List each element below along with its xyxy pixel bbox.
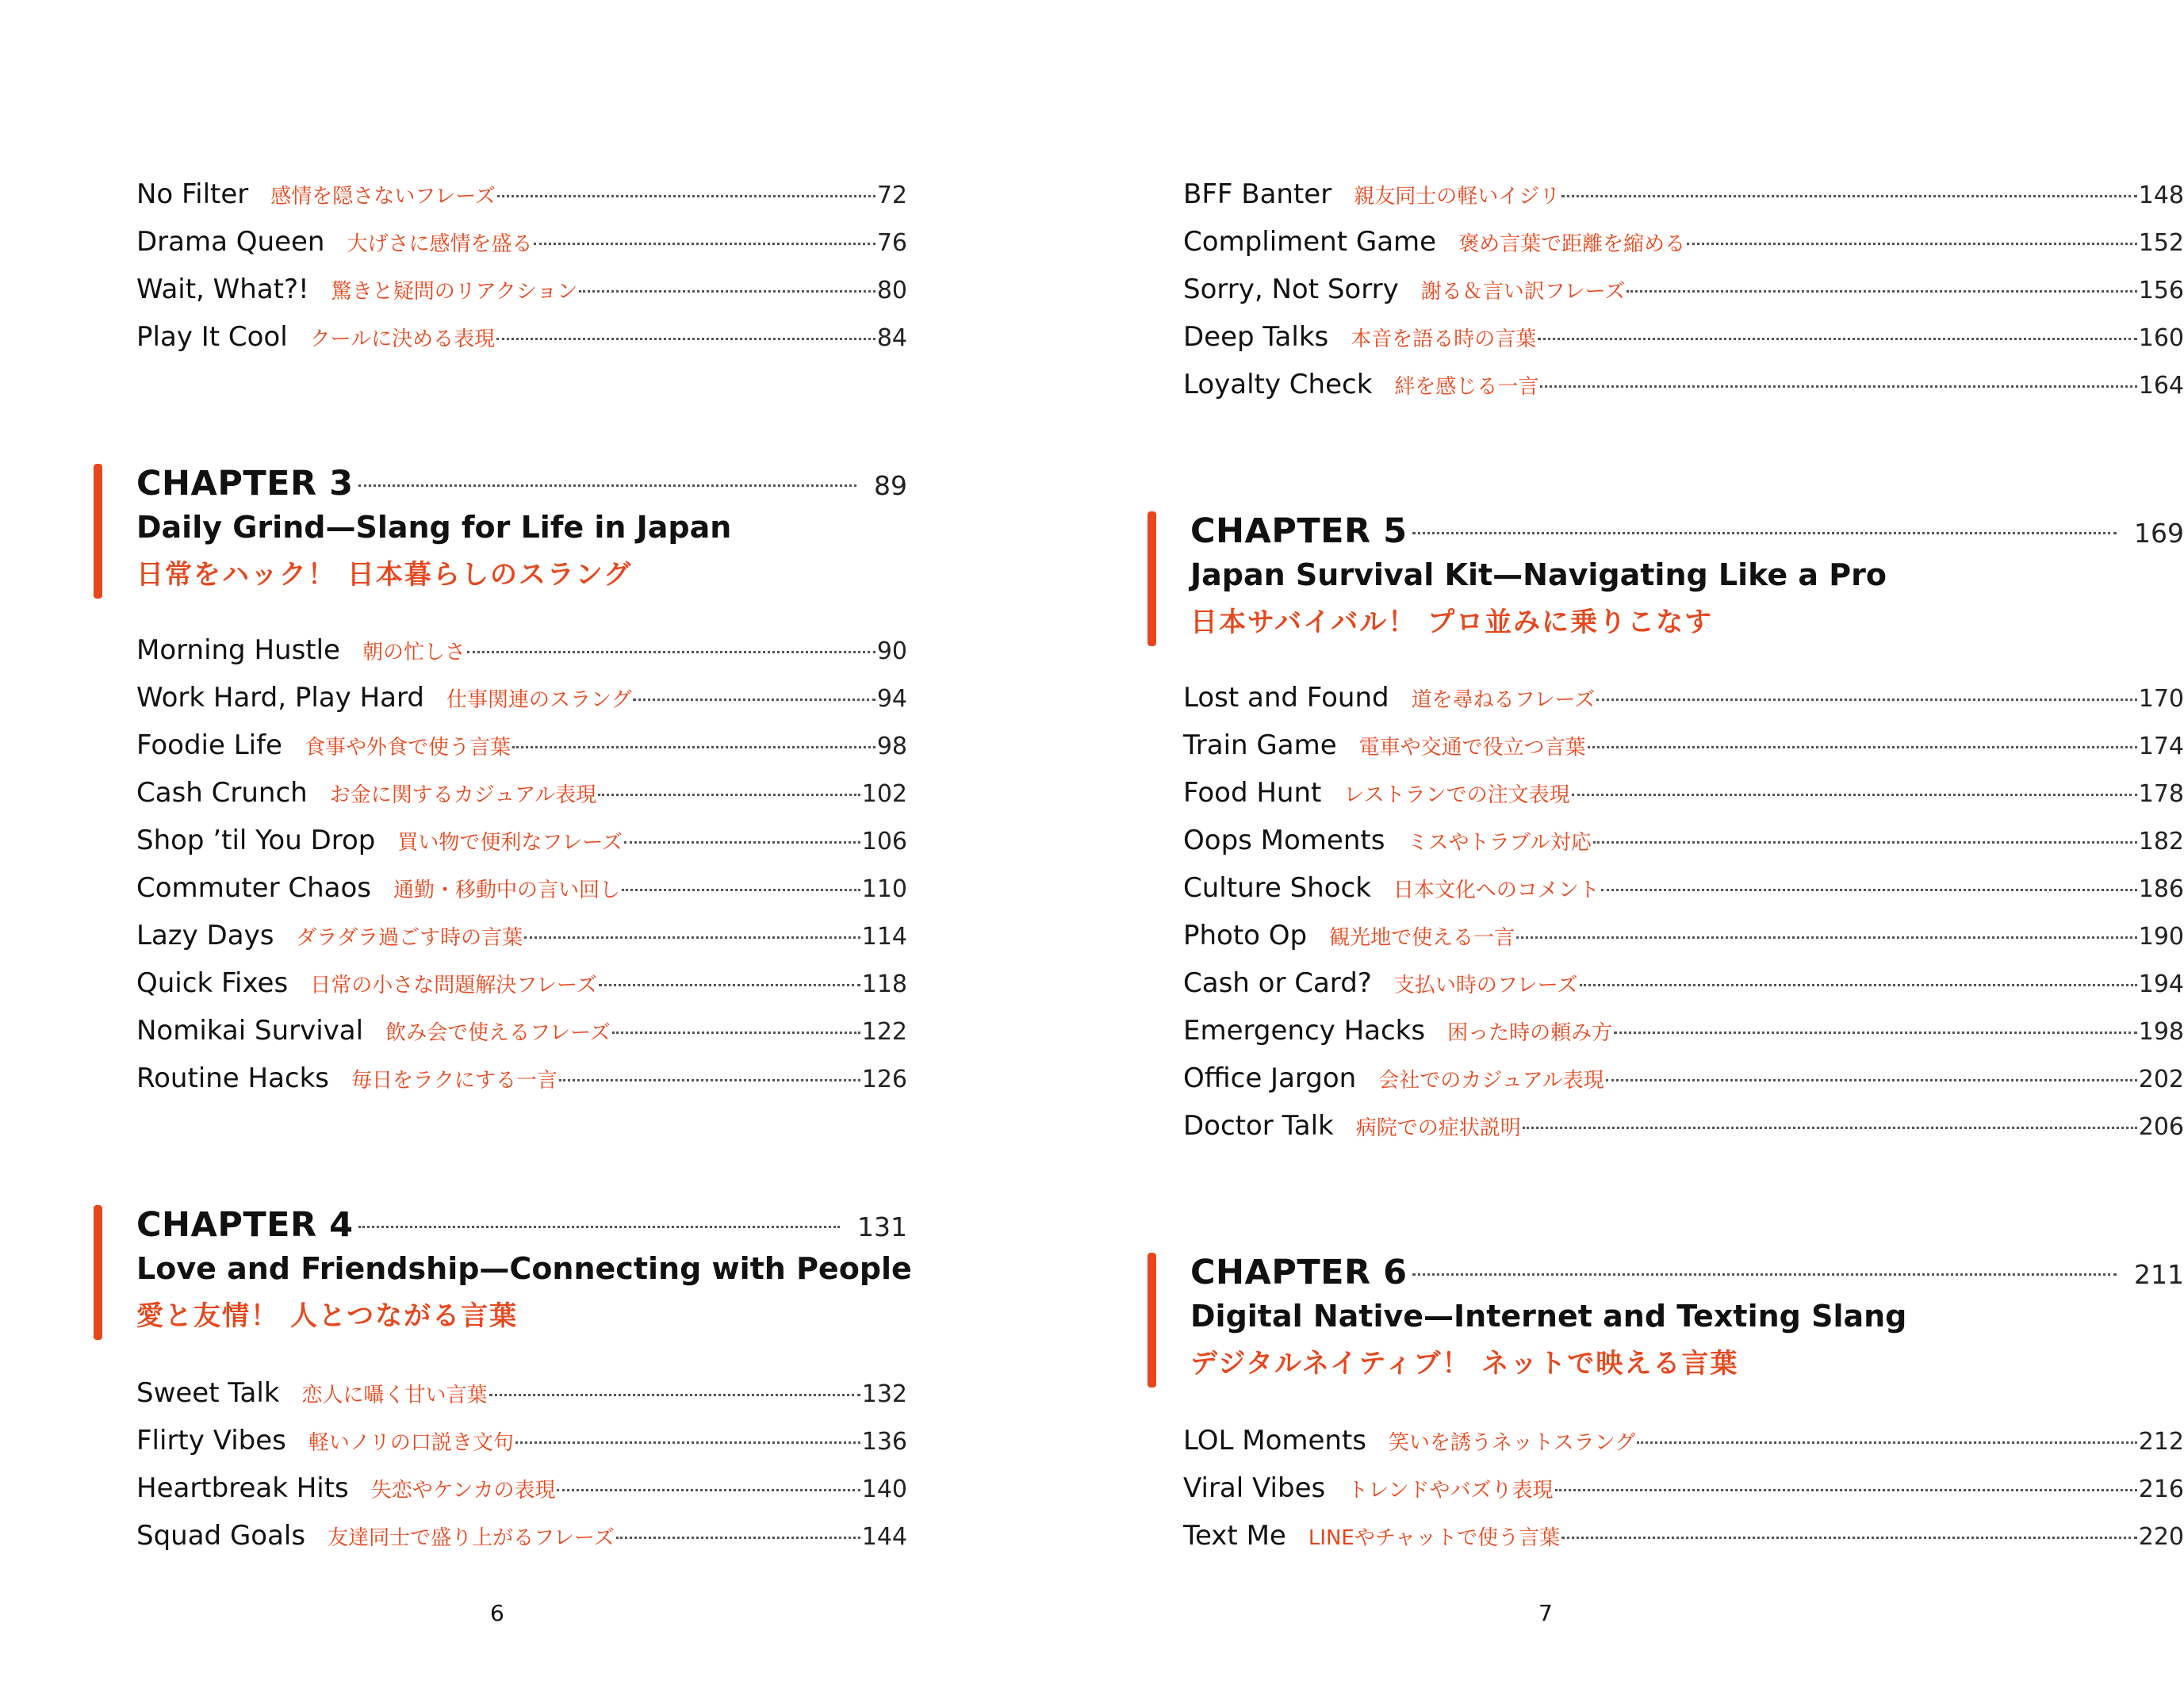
entry-jp-subtitle: 道を尋ねるフレーズ [1411,688,1596,712]
entry-jp-subtitle: レストランでの注文表現 [1343,783,1570,807]
entry-title: Cash or Card? [1183,967,1372,999]
dot-leader [1637,1441,2136,1444]
toc-entry[interactable] [1183,920,2184,959]
toc-entry[interactable] [136,178,907,218]
entry-title: Work Hard, Play Hard [136,682,424,714]
entry-page-number: 98 [876,733,907,760]
entry-title: Commuter Chaos [136,872,372,904]
chapter-title: Love and Friendship—Connecting with People [136,1251,912,1286]
entry-page-number: 110 [861,875,907,903]
entry-page-number: 102 [861,780,907,808]
dot-leader [622,889,860,891]
entry-page-number: 198 [2138,1018,2184,1046]
left-page [0,0,1015,1688]
chapter-label: CHAPTER 3 [136,464,354,503]
dot-leader [1523,1127,2137,1129]
toc-entry[interactable] [136,777,907,817]
toc-entry[interactable] [1183,1472,2184,1512]
entry-title: Quick Fixes [136,967,289,999]
entry-title: Morning Hustle [136,634,340,666]
entry-jp-subtitle: 朝の忙しさ [362,641,466,664]
entry-title: Viral Vibes [1183,1472,1326,1504]
dot-leader [496,338,876,340]
toc-entry[interactable] [136,682,907,722]
entry-title: Wait, What?! [136,274,309,305]
entry-title: Lost and Found [1183,682,1389,714]
entry-jp-subtitle: 食事や外食で使う言葉 [304,736,511,760]
dot-leader [524,936,860,939]
entry-page-number: 76 [876,229,907,257]
toc-entry[interactable] [136,729,907,769]
entry-jp-subtitle: 仕事関連のスラング [446,688,632,712]
dot-leader [1561,195,2137,197]
dot-leader [534,243,875,245]
entry-jp-subtitle: 会社でのカジュアル表現 [1378,1069,1604,1093]
entry-jp-subtitle: 通勤・移動中の言い回し [393,878,621,902]
entry-jp-subtitle: 支払い時のフレーズ [1393,974,1578,997]
entry-page-number: 220 [2138,1523,2184,1551]
entry-title: Deep Talks [1183,321,1329,353]
entry-title: Play It Cool [136,321,288,353]
dot-leader [1561,1537,2137,1539]
entry-title: Shop ’til You Drop [136,825,376,856]
entry-page-number: 122 [861,1018,907,1046]
toc-entry[interactable] [136,825,907,864]
entry-jp-subtitle: 困った時の頼み方 [1447,1021,1613,1045]
entry-page-number: 106 [861,828,907,855]
dot-leader [467,651,876,653]
entry-title: Sorry, Not Sorry [1183,274,1399,305]
entry-jp-subtitle: 驚きと疑問のリアクション [331,280,578,304]
dot-leader [1516,936,2137,939]
dot-leader [1572,794,2137,796]
entry-jp-subtitle: 恋人に囁く甘い言葉 [301,1384,488,1407]
entry-page-number: 212 [2138,1428,2184,1456]
dot-leader [616,1537,860,1539]
entry-page-number: 216 [2138,1476,2184,1503]
toc-entry[interactable] [136,1520,907,1560]
toc-entry[interactable] [136,872,907,912]
dot-leader [1580,984,2137,986]
entry-jp-subtitle: 日常の小さな問題解決フレーズ [310,974,597,997]
entry-page-number: 186 [2138,875,2184,903]
entry-jp-subtitle: 軽いノリの口説き文句 [308,1431,514,1455]
dot-leader [1606,1079,2137,1081]
chapter-label: CHAPTER 6 [1190,1253,1408,1292]
entry-page-number: 174 [2138,733,2184,760]
entry-title: Flirty Vibes [136,1425,286,1456]
entry-title: Text Me [1183,1520,1286,1552]
toc-entry[interactable] [1183,1520,2184,1560]
chapter-title: Japan Survival Kit—Navigating Like a Pro [1190,557,1887,592]
entry-jp-subtitle: 毎日をラクにする一言 [351,1069,558,1093]
dot-leader [358,1226,840,1228]
entry-jp-subtitle: 褒め言葉で距離を縮める [1458,232,1686,256]
entry-page-number: 132 [861,1380,907,1408]
dot-leader [1540,385,2136,388]
entry-page-number: 182 [2138,828,2184,855]
dot-leader [497,195,876,197]
chapter-title: Digital Native—Internet and Texting Slang [1190,1299,1907,1334]
dot-leader [1593,841,2137,844]
entry-title: Oops Moments [1183,825,1385,856]
entry-jp-subtitle: 親友同士の軽いイジリ [1354,185,1561,209]
chapter-jp-title: 日常をハック！ 日本暮らしのスラング [136,559,633,591]
entry-title: Foodie Life [136,729,282,761]
dot-leader [1538,338,2136,340]
toc-entry[interactable] [1183,967,2184,1007]
entry-page-number: 80 [876,277,907,304]
toc-entry[interactable] [136,967,907,1007]
entry-page-number: 72 [876,182,907,209]
entry-title: Heartbreak Hits [136,1472,349,1504]
entry-jp-subtitle: 日本文化へのコメント [1393,878,1600,902]
entry-title: Drama Queen [136,226,325,258]
toc-entry[interactable] [1183,369,2184,408]
toc-entry[interactable] [1183,321,2184,361]
entry-title: Food Hunt [1183,777,1322,809]
chapter-accent-bar [94,1205,102,1340]
toc-entry[interactable] [136,1377,907,1417]
entry-page-number: 136 [861,1428,907,1456]
chapter-label: CHAPTER 5 [1190,511,1408,551]
dot-leader [1601,889,2137,891]
dot-leader [624,841,860,844]
toc-entry[interactable] [1183,1110,2184,1150]
entry-jp-subtitle: 失恋やケンカの表現 [370,1479,556,1502]
dot-leader [1596,699,2136,701]
dot-leader [1412,1273,2117,1276]
toc-entry[interactable] [136,274,907,313]
entry-jp-subtitle: ミスやトラブル対応 [1407,831,1592,855]
toc-entry[interactable] [1183,682,2184,722]
chapter-accent-bar [1148,1253,1156,1388]
entry-jp-subtitle: 絆を感じる一言 [1394,375,1539,399]
entry-title: Nomikai Survival [136,1015,364,1047]
toc-entry[interactable] [1183,729,2184,769]
entry-title: BFF Banter [1183,178,1332,210]
page-number: 7 [1538,1600,1553,1626]
dot-leader [1412,532,2117,534]
toc-entry[interactable] [1183,825,2184,864]
entry-page-number: 148 [2138,182,2184,209]
entry-jp-subtitle: 大げさに感情を盛る [347,232,533,256]
dot-leader [557,1489,860,1491]
entry-title: Compliment Game [1183,226,1437,258]
entry-title: Lazy Days [136,920,274,951]
entry-jp-subtitle: 謝る＆言い訳フレーズ [1420,280,1626,304]
dot-leader [599,984,860,986]
toc-entry[interactable] [136,920,907,959]
entry-jp-subtitle: ダラダラ過ごす時の言葉 [296,926,523,950]
entry-jp-subtitle: 笑いを誘うネットスラング [1389,1431,1636,1455]
dot-leader [579,290,875,293]
entry-jp-subtitle: 病院での症状説明 [1355,1116,1521,1140]
chapter-page-number: 131 [857,1211,907,1242]
dot-leader [633,699,875,701]
entry-page-number: 160 [2138,324,2184,352]
entry-title: No Filter [136,178,249,210]
entry-page-number: 144 [861,1523,907,1551]
toc-entry[interactable] [1183,226,2184,266]
toc-entry[interactable] [136,321,907,361]
entry-jp-subtitle: 飲み会で使えるフレーズ [385,1021,611,1045]
toc-entry[interactable] [136,226,907,266]
toc-entry[interactable] [1183,777,2184,817]
entry-page-number: 140 [861,1476,907,1503]
dot-leader [559,1079,860,1081]
entry-title: Doctor Talk [1183,1110,1334,1142]
entry-jp-subtitle: 友達同士で盛り上がるフレーズ [328,1526,615,1550]
entry-jp-subtitle: 電車や交通で役立つ言葉 [1358,736,1586,760]
entry-page-number: 206 [2138,1113,2184,1141]
toc-entry[interactable] [1183,274,2184,313]
dot-leader [489,1394,860,1396]
entry-title: Emergency Hacks [1183,1015,1426,1047]
entry-jp-subtitle: 本音を語る時の言葉 [1351,327,1537,351]
chapter-jp-title: 日本サバイバル！ プロ並みに乗りこなす [1190,607,1714,638]
dot-leader [1627,290,2136,293]
entry-page-number: 126 [861,1066,907,1093]
toc-entry[interactable] [136,1062,907,1102]
entry-title: Loyalty Check [1183,369,1373,400]
entry-page-number: 152 [2138,229,2184,257]
entry-page-number: 94 [876,685,907,713]
entry-page-number: 84 [876,324,907,352]
chapter-page-number: 211 [2134,1259,2184,1290]
entry-title: Sweet Talk [136,1377,280,1409]
entry-page-number: 90 [876,637,907,665]
chapter-jp-title: デジタルネイティブ！ ネットで映える言葉 [1190,1348,1739,1380]
entry-title: Routine Hacks [136,1062,329,1094]
entry-page-number: 178 [2138,780,2184,808]
toc-entry[interactable] [136,1015,907,1055]
toc-entry[interactable] [1183,1015,2184,1055]
toc-entry[interactable] [1183,1062,2184,1102]
dot-leader [512,746,876,748]
right-page [1015,0,2184,1688]
dot-leader [358,484,856,487]
entry-jp-subtitle: 観光地で使える一言 [1329,926,1515,950]
dot-leader [1555,1489,2137,1491]
chapter-jp-title: 愛と友情！ 人とつながる言葉 [136,1300,519,1332]
entry-title: Train Game [1183,729,1337,761]
dot-leader [1687,243,2137,245]
chapter-accent-bar [94,464,102,599]
chapter-title: Daily Grind—Slang for Life in Japan [136,510,732,545]
toc-entry[interactable] [1183,178,2184,218]
entry-title: Squad Goals [136,1520,306,1552]
entry-page-number: 114 [861,923,907,951]
entry-title: Photo Op [1183,920,1308,951]
dot-leader [598,794,860,796]
entry-page-number: 194 [2138,970,2184,998]
entry-jp-subtitle: クールに決める表現 [309,327,496,351]
chapter-accent-bar [1148,511,1156,646]
entry-jp-subtitle: トレンドやバズり表現 [1347,1479,1554,1502]
dot-leader [1588,746,2137,748]
toc-entry[interactable] [136,1425,907,1464]
entry-title: Culture Shock [1183,872,1371,904]
dot-leader [1614,1032,2137,1034]
entry-page-number: 164 [2138,372,2184,400]
entry-title: LOL Moments [1183,1425,1367,1456]
entry-title: Office Jargon [1183,1062,1357,1094]
toc-entry[interactable] [1183,872,2184,912]
entry-page-number: 170 [2138,685,2184,713]
entry-jp-subtitle: LINEやチャットで使う言葉 [1308,1526,1561,1550]
dot-leader [612,1032,860,1034]
toc-entry[interactable] [136,1472,907,1512]
entry-page-number: 202 [2138,1066,2184,1093]
entry-page-number: 156 [2138,277,2184,304]
entry-page-number: 190 [2138,923,2184,951]
entry-title: Cash Crunch [136,777,308,809]
toc-entry[interactable] [1183,1425,2184,1464]
chapter-page-number: 89 [874,470,907,501]
entry-jp-subtitle: 感情を隠さないフレーズ [270,185,496,209]
entry-page-number: 118 [861,970,907,998]
entry-jp-subtitle: お金に関するカジュアル表現 [329,783,597,807]
entry-jp-subtitle: 買い物で便利なフレーズ [397,831,623,855]
chapter-page-number: 169 [2134,518,2184,549]
toc-entry[interactable] [136,634,907,674]
chapter-label: CHAPTER 4 [136,1205,354,1245]
page-number: 6 [490,1600,504,1626]
dot-leader [515,1441,860,1444]
